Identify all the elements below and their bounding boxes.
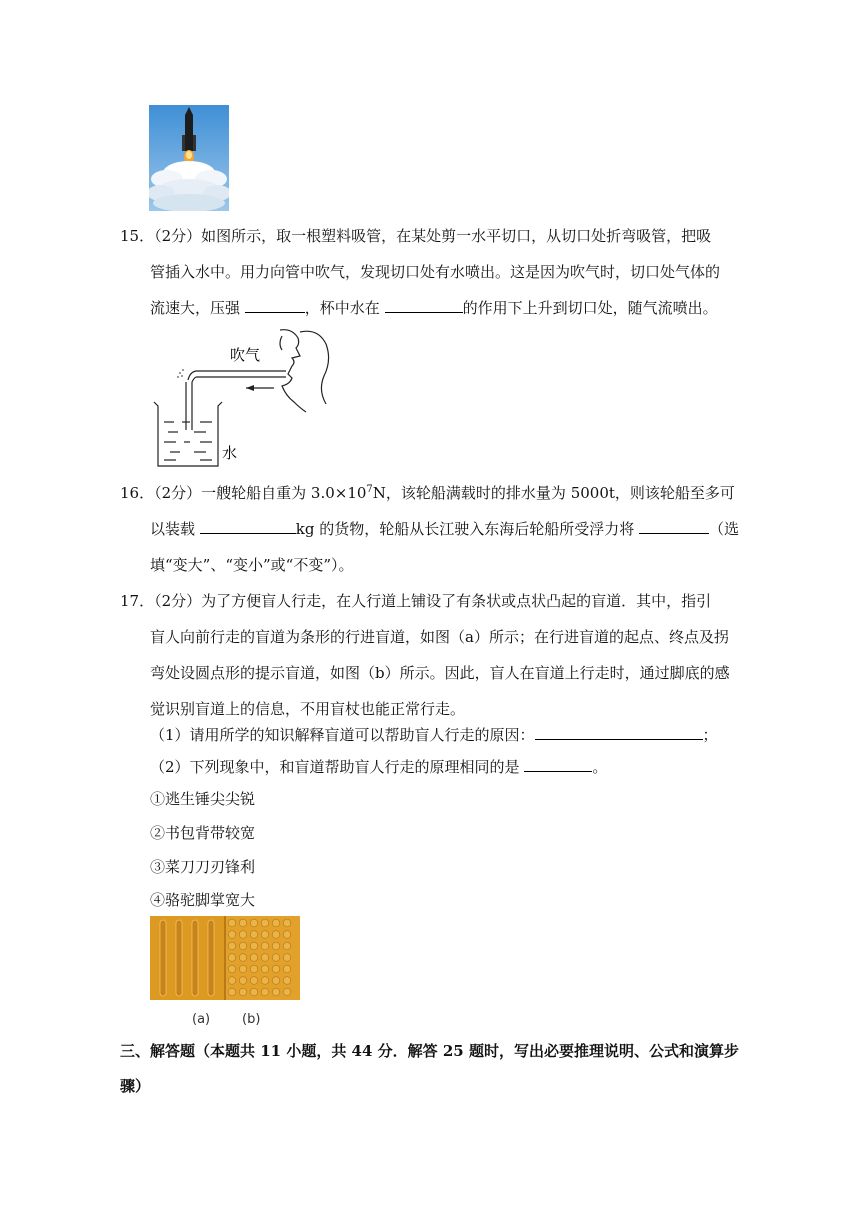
paving-dot [261, 988, 269, 996]
q16-number: 16． [120, 484, 155, 502]
paving-dot [250, 919, 258, 927]
paving-dot [272, 977, 280, 985]
paving-dot [228, 965, 236, 973]
figure-label-b: (b) [242, 1012, 261, 1027]
q15-line2: 管插入水中。用力向管中吹气，发现切口处有水喷出。这是因为吹气时，切口处气体的 [150, 263, 721, 281]
paving-dot [239, 988, 247, 996]
q16-text-2b: kg 的货物，轮船从长江驶入东海后轮船所受浮力将 [295, 520, 640, 538]
q17-option-3: ③菜刀刀刃锋利 [150, 858, 256, 876]
paving-dot [261, 965, 269, 973]
q17-sub2-text: （2）下列现象中，和盲道帮助盲人行走的原理相同的是 [150, 758, 525, 776]
q16-line3: 填“变大”、“变小”或“不变”）。 [150, 556, 354, 574]
paving-strip [208, 920, 214, 996]
paving-dot [272, 942, 280, 950]
paving-dot [283, 977, 291, 985]
paving-dot [283, 919, 291, 927]
figure-label-blow: 吹气 [230, 346, 261, 364]
q15-answer-blank-1[interactable] [245, 297, 305, 313]
q15-text-3a: 流速大，压强 [150, 299, 245, 317]
q15-number: 15． [120, 227, 155, 245]
paving-dot [239, 977, 247, 985]
paving-dot [272, 919, 280, 927]
q15-text-1: （2分）如图所示，取一根塑料吸管，在某处剪一水平切口，从切口处折弯吸管，把吸 [154, 227, 712, 245]
q17-option-1: ①逃生锤尖尖锐 [150, 790, 256, 808]
q15-answer-blank-2[interactable] [385, 297, 463, 313]
q16-answer-blank-1[interactable] [200, 518, 296, 534]
paving-dot [272, 931, 280, 939]
figure-label-a: (a) [192, 1012, 211, 1027]
paving-strip [176, 920, 182, 996]
paving-dot [250, 988, 258, 996]
paving-dot [261, 942, 269, 950]
paving-dot [250, 931, 258, 939]
q17-line3: 弯处设圆点形的提示盲道，如图（b）所示。因此，盲人在盲道上行走时，通过脚底的感 [150, 664, 730, 682]
paving-dot [239, 954, 247, 962]
q16-exponent: 7 [366, 484, 373, 495]
paving-dot [261, 977, 269, 985]
rocket-launch-image [149, 105, 229, 211]
paving-dot [239, 965, 247, 973]
paving-strip [192, 920, 198, 996]
q15-text-3c: 的作用下上升到切口处，随气流喷出。 [462, 299, 718, 317]
tactile-paving-figure [150, 916, 300, 1028]
q17-sub1-end: ； [702, 726, 718, 744]
paving-dot [239, 931, 247, 939]
q17-subquestion-1 [150, 724, 718, 746]
q16-text-1b: N，该轮船满载时的排水量为 5000t，则该轮船至多可 [372, 484, 735, 502]
q17-text-1: （2分）为了方便盲人行走，在人行道上铺设了有条状或点状凸起的盲道．其中，指引 [154, 592, 712, 610]
section-3-heading-line1: 三、解答题（本题共 11 小题，共 44 分．解答 25 题时，写出必要推理说明、公式和演算步 [120, 1042, 739, 1060]
paving-dot [272, 954, 280, 962]
paving-dot [228, 977, 236, 985]
paving-dot [228, 919, 236, 927]
q16-text-2a: 以装载 [150, 520, 200, 538]
q17-answer-blank-2[interactable] [524, 756, 592, 772]
paving-dot [261, 919, 269, 927]
paving-dot [272, 988, 280, 996]
paving-strip [160, 920, 166, 996]
q17-answer-blank-1[interactable] [535, 724, 703, 740]
paving-dot [239, 919, 247, 927]
section-3-heading-line2: 骤） [120, 1077, 151, 1095]
figure-label-water: 水 [222, 444, 238, 462]
paving-dot [228, 954, 236, 962]
paving-dot [261, 931, 269, 939]
q15-line1 [120, 225, 711, 247]
paving-dot [283, 954, 291, 962]
paving-dot [272, 965, 280, 973]
paving-dot [283, 965, 291, 973]
q17-number: 17． [120, 592, 155, 610]
q17-option-4: ④骆驼脚掌宽大 [150, 891, 256, 909]
q16-text-2c: （选 [709, 520, 740, 538]
paving-dot [239, 942, 247, 950]
q15-text-3b: ，杯中水在 [304, 299, 385, 317]
paving-dot [283, 931, 291, 939]
paving-dot [228, 931, 236, 939]
paving-dot [250, 942, 258, 950]
paving-dot [261, 954, 269, 962]
q17-option-2: ②书包背带较宽 [150, 824, 256, 842]
q16-text-1a: （2分）一艘轮船自重为 3.0×10 [154, 484, 367, 502]
q16-answer-blank-2[interactable] [639, 518, 709, 534]
paving-dot [283, 988, 291, 996]
paving-dot [250, 965, 258, 973]
paving-dot [283, 942, 291, 950]
q17-subquestion-2 [150, 756, 607, 778]
q17-line4: 觉识别盲道上的信息，不用盲杖也能正常行走。 [150, 700, 466, 718]
straw-beaker-figure [150, 326, 340, 470]
q17-line2: 盲人向前行走的盲道为条形的行进盲道，如图（a）所示；在行进盲道的起点、终点及拐 [150, 628, 729, 646]
q17-sub1-text: （1）请用所学的知识解释盲道可以帮助盲人行走的原因： [150, 726, 535, 744]
q15-line3 [150, 297, 718, 319]
paving-dot [228, 988, 236, 996]
paving-dot [250, 954, 258, 962]
q17-line1 [120, 590, 711, 612]
q16-line2 [150, 518, 739, 540]
paving-dot [250, 977, 258, 985]
q17-sub2-end: 。 [592, 758, 608, 776]
paving-dot [228, 942, 236, 950]
q16-line1 [120, 482, 735, 504]
